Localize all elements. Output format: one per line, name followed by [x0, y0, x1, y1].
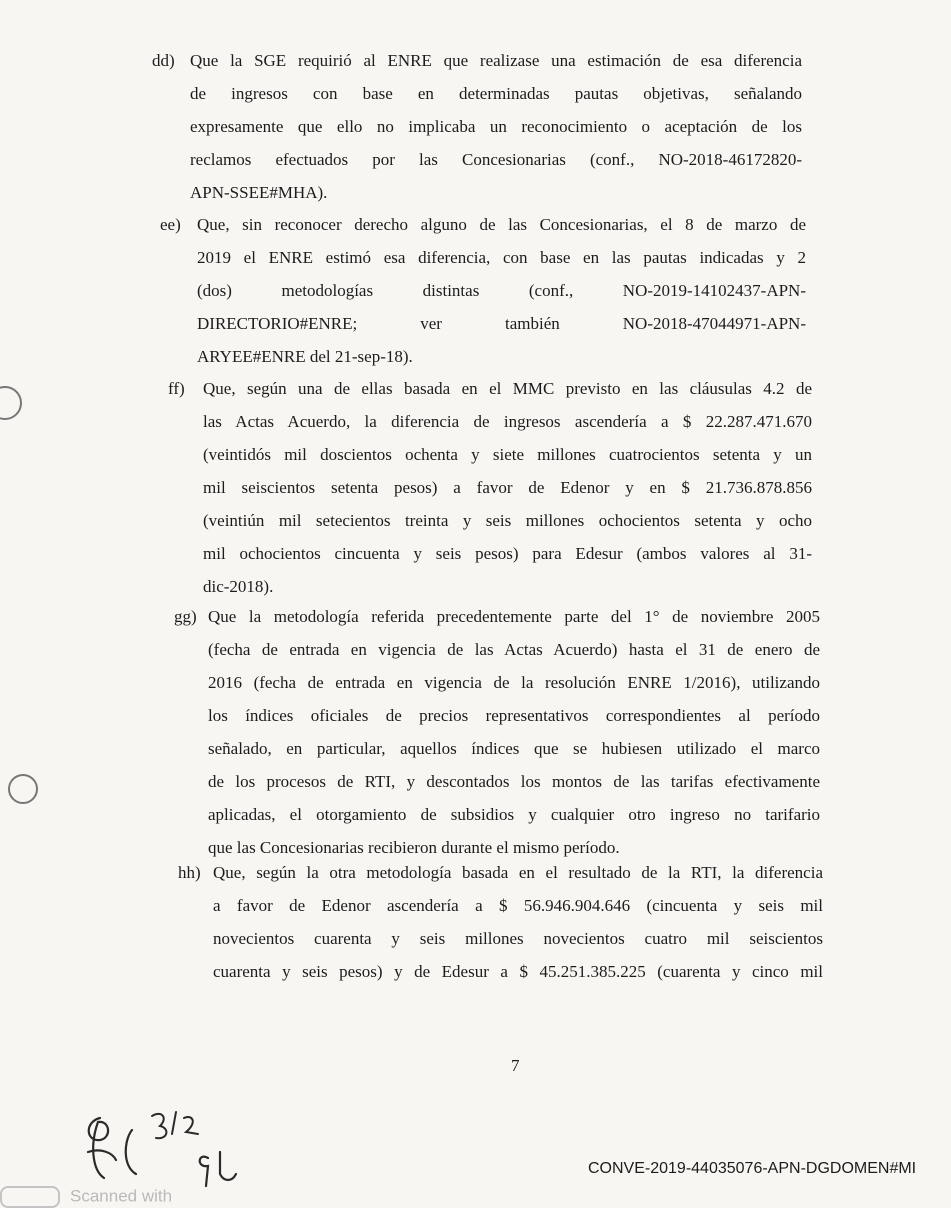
text-line: (veintiún mil setecientos treinta y seis millones ochocientos setenta y ocho [203, 511, 812, 530]
paragraph-text [197, 208, 806, 373]
paragraph-text [208, 600, 820, 864]
text-line: Que la metodología referida precedentemente parte del 1° de noviembre 2005 [208, 607, 820, 626]
paragraph-text [203, 372, 812, 603]
text-line: Que, según la otra metodología basada en el resultado de la RTI, la diferencia [213, 863, 823, 882]
text-line: los índices oficiales de precios representativos correspondientes al período [208, 706, 820, 725]
text-line: 2019 el ENRE estimó esa diferencia, con base en las pautas indicadas y 2 [197, 248, 806, 267]
paragraph-marker: ff) [168, 379, 185, 398]
text-line: expresamente que ello no implicaba un reconocimiento o aceptación de los [190, 117, 802, 136]
text-line: mil seiscientos setenta pesos) a favor de Edenor y en $ 21.736.878.856 [203, 478, 812, 497]
paragraph-text [190, 44, 802, 209]
paragraph-marker: ee) [160, 215, 181, 234]
page-number: 7 [511, 1056, 520, 1075]
text-line: reclamos efectuados por las Concesionarias (conf., NO-2018-46172820- [190, 150, 802, 169]
paragraph-marker: hh) [178, 863, 201, 882]
text-line: Que, según una de ellas basada en el MMC previsto en las cláusulas 4.2 de [203, 379, 812, 398]
text-line: (veintidós mil doscientos ochenta y siete millones cuatrocientos setenta y un [203, 445, 812, 464]
text-line: (dos) metodologías distintas (conf., NO-2019-14102437-APN- [197, 281, 806, 300]
text-line: dic-2018). [203, 577, 274, 596]
text-line: novecientos cuarenta y seis millones novecientos cuatro mil seiscientos [213, 929, 823, 948]
text-line: 2016 (fecha de entrada en vigencia de la resolución ENRE 1/2016), utilizando [208, 673, 820, 692]
paragraph-marker: gg) [174, 607, 197, 626]
text-line: (fecha de entrada en vigencia de las Actas Acuerdo) hasta el 31 de enero de [208, 640, 820, 659]
punch-hole [8, 774, 38, 804]
text-line: mil ochocientos cincuenta y seis pesos) para Edesur (ambos valores al 31- [203, 544, 812, 563]
text-line: aplicadas, el otorgamiento de subsidios y cualquier otro ingreso no tarifario [208, 805, 820, 824]
text-line: señalado, en particular, aquellos índices que se hubiesen utilizado el marco [208, 739, 820, 758]
text-line: APN-SSEE#MHA). [190, 183, 328, 202]
text-line: Que la SGE requirió al ENRE que realizase una estimación de esa diferencia [190, 51, 802, 70]
text-line: cuarenta y seis pesos) y de Edesur a $ 45.251.385.225 (cuarenta y cinco mil [213, 962, 823, 981]
scan-watermark-text: Scanned with [70, 1186, 173, 1206]
text-line: a favor de Edenor ascendería a $ 56.946.904.646 (cincuenta y seis mil [213, 896, 823, 915]
text-line: Que, sin reconocer derecho alguno de las Concesionarias, el 8 de marzo de [197, 215, 806, 234]
text-line: de los procesos de RTI, y descontados los montos de las tarifas efectivamente [208, 772, 820, 791]
document-code: CONVE-2019-44035076-APN-DGDOMEN#MI [588, 1160, 917, 1177]
text-line: que las Concesionarias recibieron durante el mismo período. [208, 838, 620, 857]
text-line: las Actas Acuerdo, la diferencia de ingresos ascendería a $ 22.287.471.670 [203, 412, 812, 431]
text-line: de ingresos con base en determinadas pautas objetivas, señalando [190, 84, 802, 103]
text-line: DIRECTORIO#ENRE; ver también NO-2018-47044971-APN- [197, 314, 806, 333]
paragraph-marker: dd) [152, 51, 175, 70]
punch-hole [0, 386, 22, 420]
handwritten-signature [80, 1108, 270, 1193]
text-line: ARYEE#ENRE del 21-sep-18). [197, 347, 413, 366]
paragraph-text [213, 856, 823, 988]
